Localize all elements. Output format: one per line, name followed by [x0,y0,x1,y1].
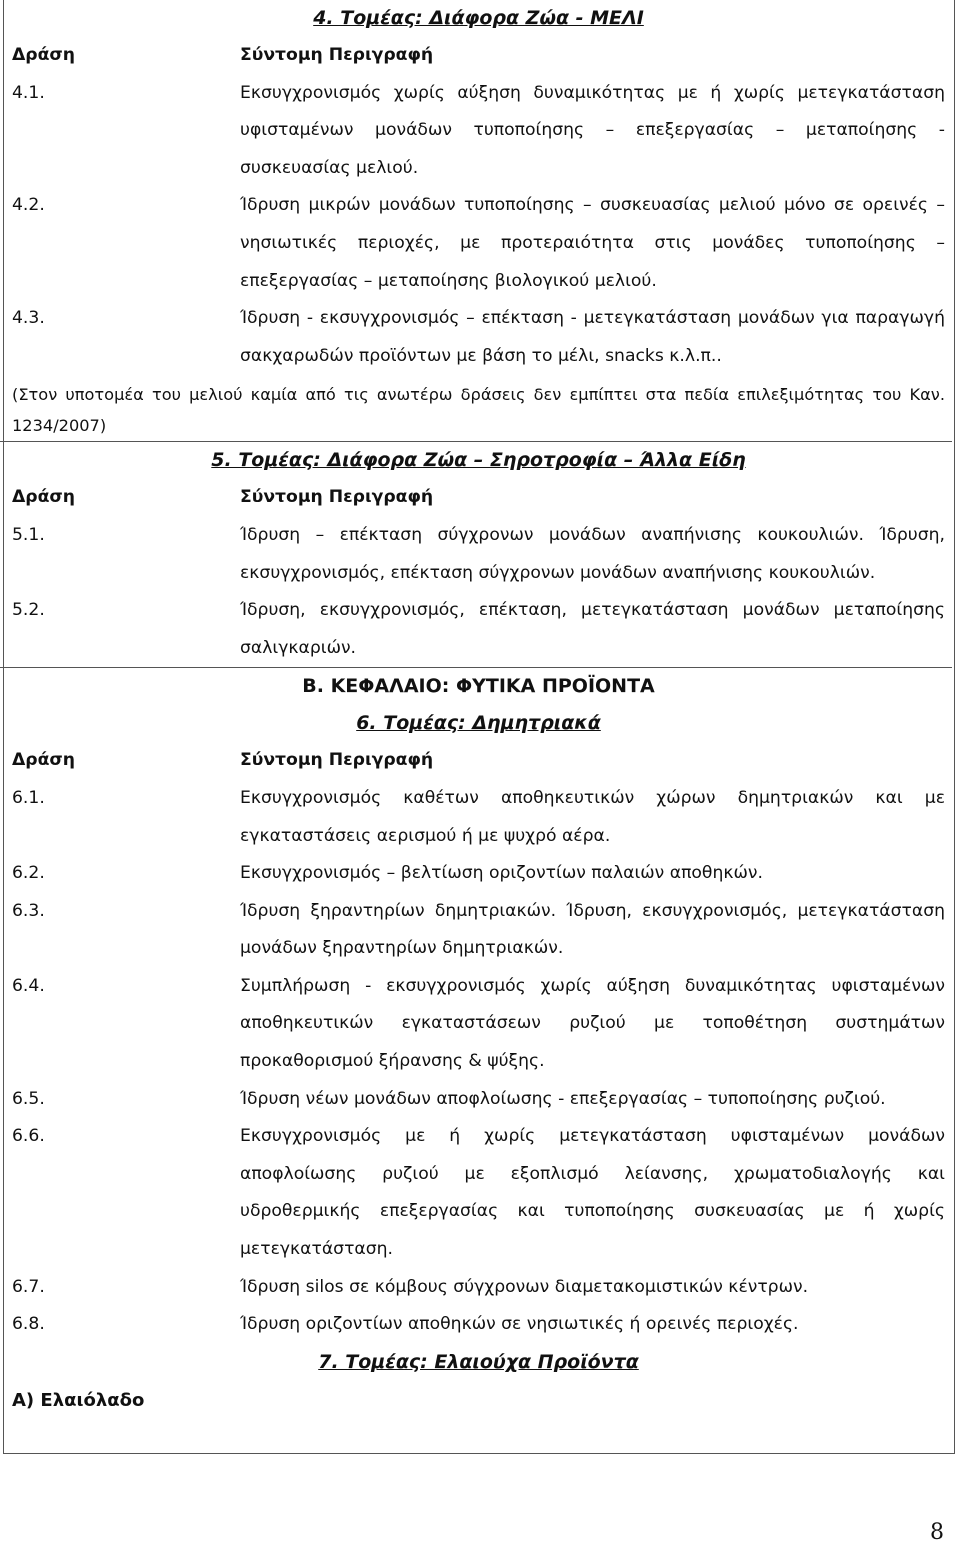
row-text: Ίδρυση μικρών μονάδων τυποποίησης – συσκευασίας μελιού μόνο σε ορεινές – νησιωτικές περιοχές, με προτεραιότητα στις μονάδες τυποποίησης – επεξεργασίας – μεταποίησης βιολογικού μελιού. [240,195,945,291]
table-row [12,592,945,667]
section-7-title: 7. Τομέας: Ελαιούχα Προϊόντα [318,1350,639,1373]
table-row [12,855,945,893]
row-text: Εκσυγχρονισμός με ή χωρίς μετεγκατάσταση υφισταμένων μονάδων αποφλοίωσης ρυζιού με εξοπλισμό λείανσης, χρωματοδιαλογής και υδροθερμικής επεξεργασίας και τυποποίησης συσκευασίας με ή χωρίς μετεγκατάσταση. [240,1126,945,1260]
header-description: Σύντομη Περιγραφή [240,750,434,771]
section-4-note: (Στον υποτομέα του μελιού καμία από τις ανωτέρω δράσεις δεν εμπίπτει στα πεδία επιλεξιμότητας του Καν. 1234/2007) [12,385,945,436]
row-code: 6.7. [12,1276,45,1297]
row-text: Ίδρυση silos σε κόμβους σύγχρονων διαμετακομιστικών κέντρων. [240,1276,809,1297]
table-row [12,1306,945,1344]
row-text: Ίδρυση νέων μονάδων αποφλοίωσης - επεξεργασίας – τυποποίησης ρυζιού. [240,1088,886,1109]
row-code: 6.4. [12,975,45,996]
row-code: 6.8. [12,1314,45,1335]
table-row [12,187,945,300]
row-code: 6.6. [12,1126,45,1147]
section-5-table-header [12,479,945,517]
section-7-subheading: Α) Ελαιόλαδο [12,1389,145,1411]
section-5-title: 5. Τομέας: Διάφορα Ζώα – Σηροτροφία – Άλλα Είδη [211,449,746,472]
section-6-table-header [12,742,945,780]
row-text: Ίδρυση οριζοντίων αποθηκών σε νησιωτικές ή ορεινές περιοχές. [240,1314,799,1335]
row-code: 5.2. [12,600,45,621]
row-code: 6.1. [12,787,45,808]
row-code: 4.1. [12,82,45,103]
row-text: Ίδρυση - εκσυγχρονισμός – επέκταση - μετεγκατάσταση μονάδων για παραγωγή σακχαρωδών προϊόντων με βάση το μέλι, snacks κ.λ.π.. [240,308,945,366]
row-text: Ίδρυση, εκσυγχρονισμός, επέκταση, μετεγκατάσταση μονάδων μεταποίησης σαλιγκαριών. [240,600,945,658]
row-code: 6.2. [12,863,45,884]
section-6-title: 6. Τομέας: Δημητριακά [356,712,601,735]
table-row [12,968,945,1081]
row-text: Συμπλήρωση - εκσυγχρονισμός χωρίς αύξηση δυναμικότητας υφισταμένων αποθηκευτικών εγκαταστάσεων ρυζιού με τοποθέτηση συστημάτων προκαθορισμού ξήρανσης & ψύξης. [240,975,945,1072]
row-text: Ίδρυση – επέκταση σύγχρονων μονάδων αναπήνισης κουκουλιών. Ίδρυση, εκσυγχρονισμός, επέκταση σύγχρονων μονάδων αναπήνισης κουκουλιών. [240,524,945,583]
table-row [12,893,945,968]
row-text: Εκσυγχρονισμός – βελτίωση οριζοντίων παλαιών αποθηκών. [240,863,763,884]
document-body [12,0,945,1421]
chapter-b-title: Β. ΚΕΦΑΛΑΙΟ: ΦΥΤΙΚΑ ΠΡΟΪΟΝΤΑ [302,675,655,698]
table-row [12,780,945,855]
header-description: Σύντομη Περιγραφή [240,45,434,65]
row-code: 6.5. [12,1088,45,1109]
section-4-title: 4. Τομέας: Διάφορα Ζώα - ΜΕΛΙ [313,7,644,29]
table-row [12,75,945,188]
header-action: Δράση [12,487,76,508]
table-row [12,300,945,375]
row-code: 6.3. [12,900,45,921]
table-row [12,517,945,592]
header-action: Δράση [12,45,76,65]
page-number: 8 [930,1520,944,1545]
row-text: Εκσυγχρονισμός χωρίς αύξηση δυναμικότητας με ή χωρίς μετεγκατάσταση υφισταμένων μονάδων τυποποίησης – επεξεργασίας – μεταποίησης - συσκευασίας μελιού. [240,82,945,178]
row-text: Ίδρυση ξηραντηρίων δημητριακών. Ίδρυση, εκσυγχρονισμός, μετεγκατάσταση μονάδων ξηραντηρίων δημητριακών. [240,900,945,959]
table-row [12,1269,945,1307]
header-description: Σύντομη Περιγραφή [240,487,434,508]
row-text: Εκσυγχρονισμός καθέτων αποθηκευτικών χώρων δημητριακών και με εγκαταστάσεις αερισμού ή με ψυχρό αέρα. [240,787,945,846]
row-code: 4.2. [12,195,45,216]
header-action: Δράση [12,750,76,771]
table-row [12,1118,945,1268]
row-code: 5.1. [12,524,45,545]
section-4-table-header [12,37,945,75]
row-code: 4.3. [12,308,45,329]
table-row [12,1081,945,1119]
